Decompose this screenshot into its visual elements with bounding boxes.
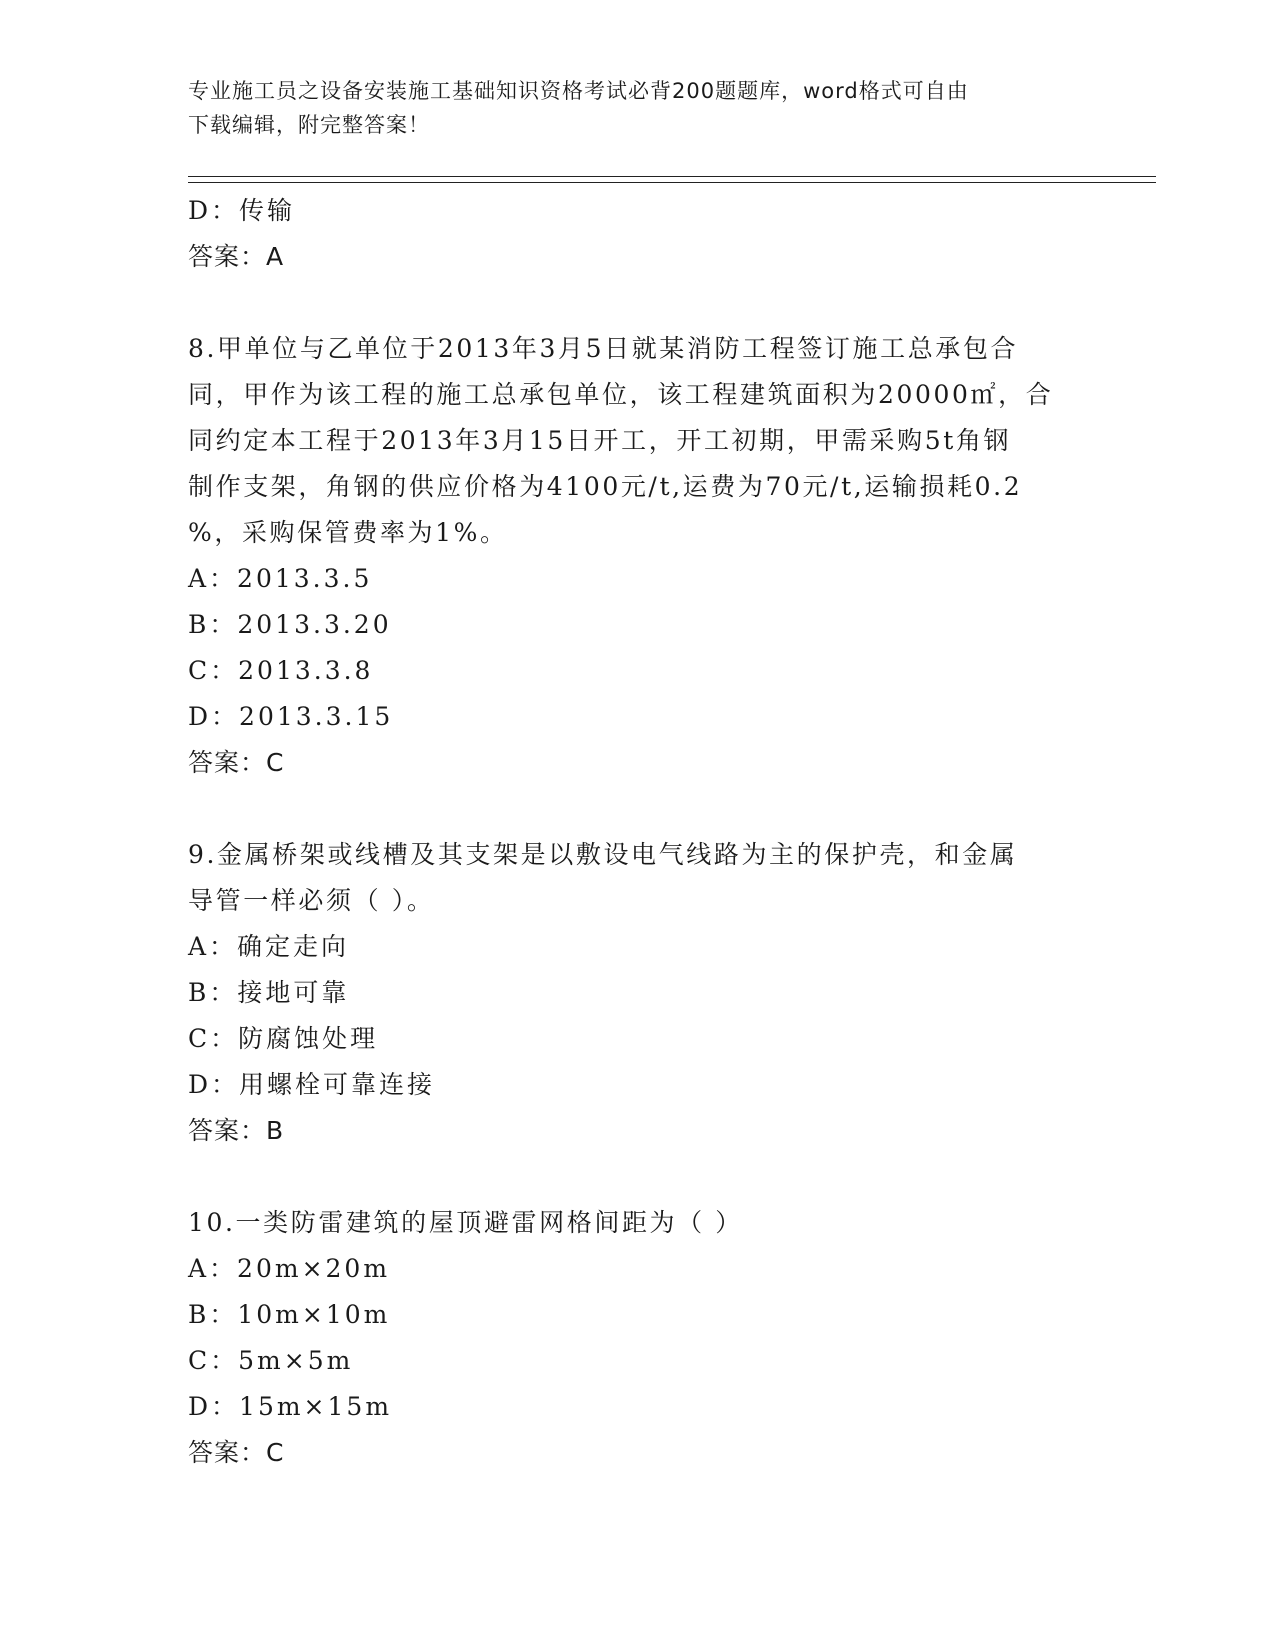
option-a: A：20m×20m	[188, 1254, 391, 1283]
header-rule-bottom	[188, 182, 1156, 183]
question-stem-line: %，采购保管费率为1%。	[188, 518, 508, 547]
option-b: B：接地可靠	[188, 978, 350, 1007]
question-9	[188, 832, 1088, 1154]
spacer	[188, 280, 1088, 326]
question-stem-line: 制作支架，角钢的供应价格为4100元/t,运费为70元/t,运输损耗0.2	[188, 472, 1023, 501]
option-d: D：用螺栓可靠连接	[188, 1070, 436, 1099]
option-c: C：2013.3.8	[188, 656, 374, 685]
option-d: D：2013.3.15	[188, 702, 394, 731]
question-stem-line: 8.甲单位与乙单位于2013年3月5日就某消防工程签订施工总承包合	[188, 334, 1019, 363]
question-stem-line: 9.金属桥架或线槽及其支架是以敷设电气线路为主的保护壳，和金属	[188, 840, 1018, 869]
prev-question	[188, 188, 1088, 280]
option-b: B：10m×10m	[188, 1300, 391, 1329]
question-stem-line: 导管一样必须（ ）。	[188, 886, 435, 915]
answer-line: 答案：C	[188, 748, 285, 777]
option-d: D：15m×15m	[188, 1392, 393, 1421]
spacer	[188, 1154, 1088, 1200]
question-stem-line: 同约定本工程于2013年3月15日开工，开工初期，甲需采购5t角钢	[188, 426, 1012, 455]
answer-line: 答案：A	[188, 242, 285, 271]
spacer	[188, 786, 1088, 832]
option-b: B：2013.3.20	[188, 610, 392, 639]
header-title-line-1: 专业施工员之设备安装施工基础知识资格考试必背200题题库，word格式可自由	[188, 79, 969, 103]
document-header	[188, 74, 1068, 142]
question-8	[188, 326, 1088, 786]
question-stem-line: 10.一类防雷建筑的屋顶避雷网格间距为（ ）	[188, 1208, 743, 1237]
option-c: C：防腐蚀处理	[188, 1024, 379, 1053]
answer-line: 答案：C	[188, 1438, 285, 1467]
answer-line: 答案：B	[188, 1116, 285, 1145]
option-d: D：传输	[188, 196, 296, 225]
question-content	[188, 188, 1088, 1476]
question-stem-line: 同，甲作为该工程的施工总承包单位，该工程建筑面积为20000㎡，合	[188, 380, 1054, 409]
header-title-line-2: 下载编辑，附完整答案！	[188, 113, 430, 137]
option-c: C：5m×5m	[188, 1346, 354, 1375]
option-a: A：2013.3.5	[188, 564, 373, 593]
header-rule-top	[188, 176, 1156, 177]
option-a: A：确定走向	[188, 932, 350, 961]
question-10	[188, 1200, 1088, 1476]
